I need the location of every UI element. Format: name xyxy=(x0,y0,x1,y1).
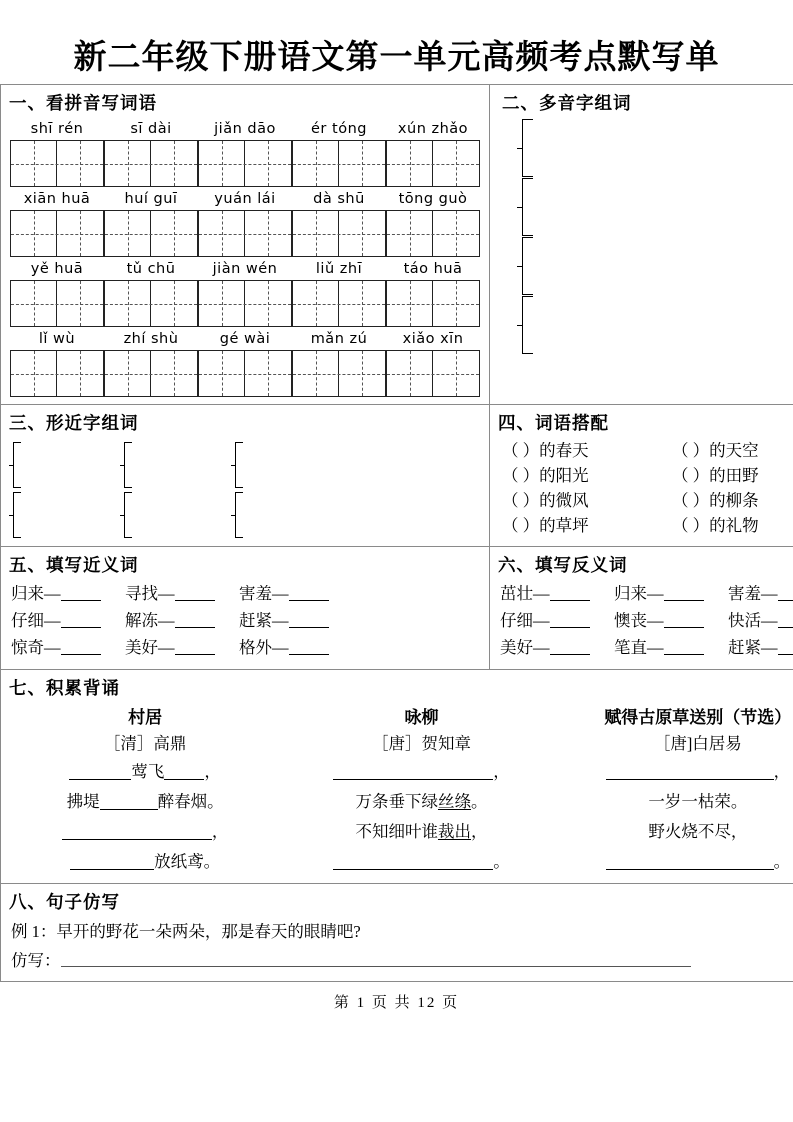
poem-author: ［唐］贺知章 xyxy=(371,734,471,753)
pinyin-word-cell xyxy=(104,258,198,327)
pinyin-text: sī dài xyxy=(130,121,172,137)
bracket-connector xyxy=(522,119,533,177)
section-1-heading: 一、看拼音写词语 xyxy=(9,93,157,113)
collocation-item[interactable]: （ ）的微风 xyxy=(502,491,589,510)
grid-half xyxy=(11,211,57,256)
answer-blank[interactable] xyxy=(664,585,704,601)
word-label: 仔细— xyxy=(500,611,550,630)
character-grid-box[interactable] xyxy=(386,140,480,187)
character-grid-box[interactable] xyxy=(10,210,104,257)
collocation-item[interactable]: （ ）的阳光 xyxy=(502,466,589,485)
poem-text: 不知细叶谁 xyxy=(355,822,438,841)
section-word-collocation xyxy=(490,405,793,547)
grid-half xyxy=(387,351,433,396)
poem-line xyxy=(7,757,283,787)
answer-blank[interactable] xyxy=(664,612,704,628)
answer-blank[interactable] xyxy=(289,585,329,601)
section-sentence-imitation xyxy=(1,884,793,982)
grid-half xyxy=(199,141,245,186)
pinyin-row xyxy=(1,328,489,397)
grid-half xyxy=(293,141,339,186)
polyphone-group xyxy=(498,296,793,354)
imitation-answer-blank[interactable] xyxy=(61,953,691,967)
collocation-row xyxy=(490,488,793,513)
answer-blank[interactable] xyxy=(289,612,329,628)
grid-half xyxy=(293,211,339,256)
poem-blank[interactable] xyxy=(606,763,774,780)
pinyin-text: zhí shù xyxy=(123,331,179,347)
pinyin-text: mǎn zú xyxy=(310,331,368,347)
grid-half xyxy=(105,351,151,396)
poem-line xyxy=(560,817,793,847)
pinyin-word-cell xyxy=(198,328,292,397)
grid-half xyxy=(151,141,197,186)
grid-half xyxy=(105,281,151,326)
collocation-item[interactable]: （ ）的草坪 xyxy=(502,516,589,535)
character-grid-box[interactable] xyxy=(292,140,386,187)
similar-character-pair xyxy=(13,442,124,488)
grid-half xyxy=(57,211,103,256)
pinyin-text: táo huā xyxy=(403,261,463,277)
synonym-item xyxy=(239,607,353,634)
antonym-item xyxy=(728,607,793,634)
page-title: 新二年级下册语文第一单元高频考点默写单 xyxy=(73,40,720,76)
poem-column xyxy=(7,705,283,877)
pinyin-text: jiǎn dāo xyxy=(214,121,276,137)
word-label: 害羞— xyxy=(239,584,289,603)
bracket-connector xyxy=(124,442,132,488)
poem-text: 醉春烟。 xyxy=(157,792,224,811)
poem-text: ， xyxy=(493,762,510,781)
polyphone-group xyxy=(498,119,793,177)
answer-blank[interactable] xyxy=(550,639,590,655)
poem-blank[interactable] xyxy=(333,763,493,780)
grid-half xyxy=(293,351,339,396)
character-grid-box[interactable] xyxy=(198,350,292,397)
pinyin-text: xiǎo xīn xyxy=(402,331,464,347)
collocation-row xyxy=(490,513,793,538)
pinyin-word-cell xyxy=(10,258,104,327)
collocation-item[interactable]: （ ）的春天 xyxy=(502,441,589,460)
word-label: 美好— xyxy=(125,638,175,657)
word-label: 格外— xyxy=(239,638,289,657)
pinyin-word-cell xyxy=(104,188,198,257)
antonym-item xyxy=(500,607,614,634)
bracket-connector xyxy=(124,492,132,538)
grid-half xyxy=(339,211,385,256)
poem-blank[interactable] xyxy=(70,853,154,870)
character-grid-box[interactable] xyxy=(198,280,292,327)
grid-half xyxy=(387,211,433,256)
example-emphasis: 那是 · · xyxy=(221,922,254,941)
imitation-answer-row xyxy=(1,946,793,975)
synonym-item xyxy=(125,607,239,634)
pinyin-word-cell xyxy=(292,258,386,327)
pinyin-text: dà shū xyxy=(313,191,365,207)
antonym-item xyxy=(614,580,728,607)
pinyin-text: tǔ chū xyxy=(126,261,176,277)
grid-half xyxy=(199,351,245,396)
bracket-connector xyxy=(235,442,243,488)
pinyin-text: yuán lái xyxy=(214,191,276,207)
worksheet-table xyxy=(0,84,793,982)
antonym-item xyxy=(614,634,728,661)
poem-blank[interactable] xyxy=(164,763,204,780)
antonym-row xyxy=(490,580,793,607)
grid-half xyxy=(199,211,245,256)
section-4-heading: 四、词语搭配 xyxy=(498,413,609,433)
pinyin-word-cell xyxy=(292,118,386,187)
section-recitation xyxy=(1,670,793,884)
section-3-heading: 三、形近字组词 xyxy=(9,413,139,433)
poem-line xyxy=(560,757,793,787)
poem-line xyxy=(7,847,283,877)
pinyin-word-cell xyxy=(292,188,386,257)
grid-half xyxy=(199,281,245,326)
bracket-connector xyxy=(522,237,533,295)
character-grid-box[interactable] xyxy=(10,140,104,187)
poem-text: 。 xyxy=(493,852,510,871)
word-label: 懊丧— xyxy=(614,611,664,630)
collocation-row xyxy=(490,463,793,488)
example-suffix: 春天的眼睛吧? xyxy=(254,922,361,941)
pinyin-text: liǔ zhī xyxy=(315,261,363,277)
pinyin-text: tōng guò xyxy=(398,191,468,207)
character-grid-box[interactable] xyxy=(386,280,480,327)
answer-blank[interactable] xyxy=(289,639,329,655)
pinyin-row xyxy=(1,118,489,187)
pinyin-text: yě huā xyxy=(30,261,84,277)
synonym-row xyxy=(1,580,489,607)
pinyin-text: ér tóng xyxy=(311,121,367,137)
character-grid-box[interactable] xyxy=(292,210,386,257)
similar-character-row xyxy=(1,492,489,538)
poem-line xyxy=(283,787,559,817)
grid-half xyxy=(245,211,291,256)
similar-character-pair xyxy=(124,442,235,488)
grid-half xyxy=(293,281,339,326)
pinyin-row xyxy=(1,188,489,257)
section-5-heading: 五、填写近义词 xyxy=(9,555,139,575)
grid-half xyxy=(339,281,385,326)
answer-blank[interactable] xyxy=(778,612,793,628)
poem-line xyxy=(7,787,283,817)
poem-line xyxy=(560,787,793,817)
bracket-connector xyxy=(13,492,21,538)
grid-half xyxy=(339,141,385,186)
poem-text: 。 xyxy=(773,852,791,871)
grid-half xyxy=(245,351,291,396)
pinyin-word-cell xyxy=(386,258,480,327)
bracket-connector xyxy=(235,492,243,538)
poem-text: 万条垂下绿 xyxy=(355,792,438,811)
grid-half xyxy=(151,281,197,326)
grid-half xyxy=(151,211,197,256)
antonym-item xyxy=(728,580,793,607)
collocation-row xyxy=(490,438,793,463)
poem-title: 赋得古原草送别（节选） xyxy=(604,708,792,727)
similar-character-pair xyxy=(235,492,346,538)
example-prefix: 例 1：早开的野花一朵两朵， xyxy=(11,922,222,941)
character-grid-box[interactable] xyxy=(104,350,198,397)
character-grid-box[interactable] xyxy=(198,210,292,257)
pinyin-text: gé wài xyxy=(219,331,271,347)
grid-half xyxy=(151,351,197,396)
antonym-item xyxy=(614,607,728,634)
pinyin-word-cell xyxy=(104,328,198,397)
pinyin-word-cell xyxy=(386,188,480,257)
word-label: 快活— xyxy=(728,611,778,630)
poem-line xyxy=(283,817,559,847)
poem-text: 一岁一枯荣。 xyxy=(648,792,748,811)
collocation-item[interactable]: （ ）的柳条 xyxy=(672,491,759,510)
grid-half xyxy=(105,211,151,256)
pinyin-word-cell xyxy=(10,188,104,257)
word-label: 惊奇— xyxy=(11,638,61,657)
poem-line xyxy=(283,757,559,787)
poem-text: 野火烧不尽， xyxy=(648,822,748,841)
grid-half xyxy=(339,351,385,396)
character-grid-box[interactable] xyxy=(104,140,198,187)
poem-author: ［清］高鼎 xyxy=(103,734,187,753)
character-grid-box[interactable] xyxy=(292,280,386,327)
synonym-item xyxy=(11,580,125,607)
character-grid-box[interactable] xyxy=(386,350,480,397)
poem-column xyxy=(283,705,559,877)
synonym-item xyxy=(11,607,125,634)
grid-half xyxy=(245,141,291,186)
grid-half xyxy=(387,281,433,326)
character-grid-box[interactable] xyxy=(10,280,104,327)
antonym-item xyxy=(728,634,793,661)
synonym-item xyxy=(11,634,125,661)
answer-blank[interactable] xyxy=(550,585,590,601)
poem-title: 村居 xyxy=(128,708,163,727)
pinyin-text: lǐ wù xyxy=(38,331,76,347)
grid-half xyxy=(433,281,479,326)
poem-blank[interactable] xyxy=(62,823,212,840)
character-grid-box[interactable] xyxy=(198,140,292,187)
word-label: 美好— xyxy=(500,638,550,657)
pinyin-text: huí guī xyxy=(124,191,178,207)
poem-column xyxy=(560,705,793,877)
collocation-item[interactable]: （ ）的田野 xyxy=(672,466,759,485)
synonym-row xyxy=(1,607,489,634)
word-label: 害羞— xyxy=(728,584,778,603)
polyphone-group xyxy=(498,237,793,295)
poem-text: ， xyxy=(204,762,221,781)
poem-blank[interactable] xyxy=(606,853,774,870)
answer-blank[interactable] xyxy=(664,639,704,655)
section-polyphone-words xyxy=(490,85,793,405)
word-label: 赶紧— xyxy=(728,638,778,657)
bracket-connector xyxy=(522,178,533,236)
synonym-row xyxy=(1,634,489,661)
grid-half xyxy=(57,351,103,396)
grid-half xyxy=(245,281,291,326)
grid-half xyxy=(57,281,103,326)
poem-line xyxy=(560,847,793,877)
pinyin-word-cell xyxy=(198,258,292,327)
poem-text: 莺飞 xyxy=(131,762,165,781)
character-grid-box[interactable] xyxy=(104,280,198,327)
answer-blank[interactable] xyxy=(61,585,101,601)
similar-character-row xyxy=(1,442,489,488)
antonym-row xyxy=(490,634,793,661)
poem-author: ［唐]白居易 xyxy=(653,734,742,753)
poem-blank[interactable] xyxy=(333,853,493,870)
section-8-heading: 八、句子仿写 xyxy=(9,892,120,912)
word-label: 茁壮— xyxy=(500,584,550,603)
poem-columns xyxy=(1,703,793,877)
pinyin-word-cell xyxy=(292,328,386,397)
answer-blank[interactable] xyxy=(175,612,215,628)
grid-half xyxy=(57,141,103,186)
grid-half xyxy=(387,141,433,186)
poem-text: 拂堤 xyxy=(66,792,100,811)
antonym-item xyxy=(500,580,614,607)
synonym-item xyxy=(239,580,353,607)
page-footer: 第 1 页 共 12 页 xyxy=(333,995,460,1011)
synonym-item xyxy=(125,580,239,607)
section-7-heading: 七、积累背诵 xyxy=(9,678,120,698)
word-label: 归来— xyxy=(614,584,664,603)
answer-blank[interactable] xyxy=(61,639,101,655)
character-grid-box[interactable] xyxy=(292,350,386,397)
section-synonyms xyxy=(1,547,490,670)
pinyin-word-cell xyxy=(386,328,480,397)
poem-underlined-word: 丝绦 xyxy=(437,792,471,811)
imitation-label: 仿写： xyxy=(11,951,61,970)
grid-half xyxy=(11,141,57,186)
poem-blank[interactable] xyxy=(100,793,158,810)
poem-text: 。 xyxy=(470,792,488,811)
bracket-connector xyxy=(13,442,21,488)
pinyin-word-cell xyxy=(386,118,480,187)
answer-blank[interactable] xyxy=(175,585,215,601)
bracket-connector xyxy=(522,296,533,354)
antonym-row xyxy=(490,607,793,634)
pinyin-text: jiàn wén xyxy=(212,261,278,277)
poem-blank[interactable] xyxy=(69,763,131,780)
character-grid-box[interactable] xyxy=(386,210,480,257)
grid-half xyxy=(433,211,479,256)
poem-text: ， xyxy=(470,822,488,841)
similar-character-pair xyxy=(124,492,235,538)
pinyin-text: xiān huā xyxy=(23,191,91,207)
section-similar-characters xyxy=(1,405,490,547)
synonym-item xyxy=(239,634,353,661)
grid-half xyxy=(433,351,479,396)
word-label: 仔细— xyxy=(11,611,61,630)
poem-title: 咏柳 xyxy=(404,708,439,727)
section-pinyin-writing xyxy=(1,85,490,405)
answer-blank[interactable] xyxy=(550,612,590,628)
word-label: 寻找— xyxy=(125,584,175,603)
pinyin-word-cell xyxy=(10,118,104,187)
section-2-heading: 二、多音字组词 xyxy=(502,93,632,113)
collocation-item[interactable]: （ ）的礼物 xyxy=(672,516,759,535)
section-6-heading: 六、填写反义词 xyxy=(498,555,628,575)
character-grid-box[interactable] xyxy=(104,210,198,257)
answer-blank[interactable] xyxy=(175,639,215,655)
similar-character-pair xyxy=(235,442,346,488)
example-sentence xyxy=(1,917,793,946)
word-label: 赶紧— xyxy=(239,611,289,630)
pinyin-word-cell xyxy=(198,118,292,187)
polyphone-group xyxy=(498,178,793,236)
grid-half xyxy=(105,141,151,186)
word-label: 笔直— xyxy=(614,638,664,657)
collocation-item[interactable]: （ ）的天空 xyxy=(672,441,759,460)
poem-line xyxy=(283,847,559,877)
pinyin-word-cell xyxy=(10,328,104,397)
grid-half xyxy=(11,351,57,396)
pinyin-row xyxy=(1,258,489,327)
answer-blank[interactable] xyxy=(778,585,793,601)
poem-line xyxy=(7,817,283,847)
poem-text: ， xyxy=(211,822,229,841)
word-label: 归来— xyxy=(11,584,61,603)
pinyin-text: shī rén xyxy=(30,121,84,137)
answer-blank[interactable] xyxy=(778,639,793,655)
pinyin-word-cell xyxy=(104,118,198,187)
pinyin-text: xún zhǎo xyxy=(397,121,469,137)
word-label: 解冻— xyxy=(125,611,175,630)
antonym-item xyxy=(500,634,614,661)
grid-half xyxy=(11,281,57,326)
section-antonyms xyxy=(490,547,793,670)
character-grid-box[interactable] xyxy=(10,350,104,397)
grid-half xyxy=(433,141,479,186)
answer-blank[interactable] xyxy=(61,612,101,628)
synonym-item xyxy=(125,634,239,661)
pinyin-word-cell xyxy=(198,188,292,257)
poem-underlined-word: 裁出 xyxy=(437,822,471,841)
similar-character-pair xyxy=(13,492,124,538)
poem-text: ， xyxy=(773,762,791,781)
poem-text: 放纸鸢。 xyxy=(154,852,221,871)
